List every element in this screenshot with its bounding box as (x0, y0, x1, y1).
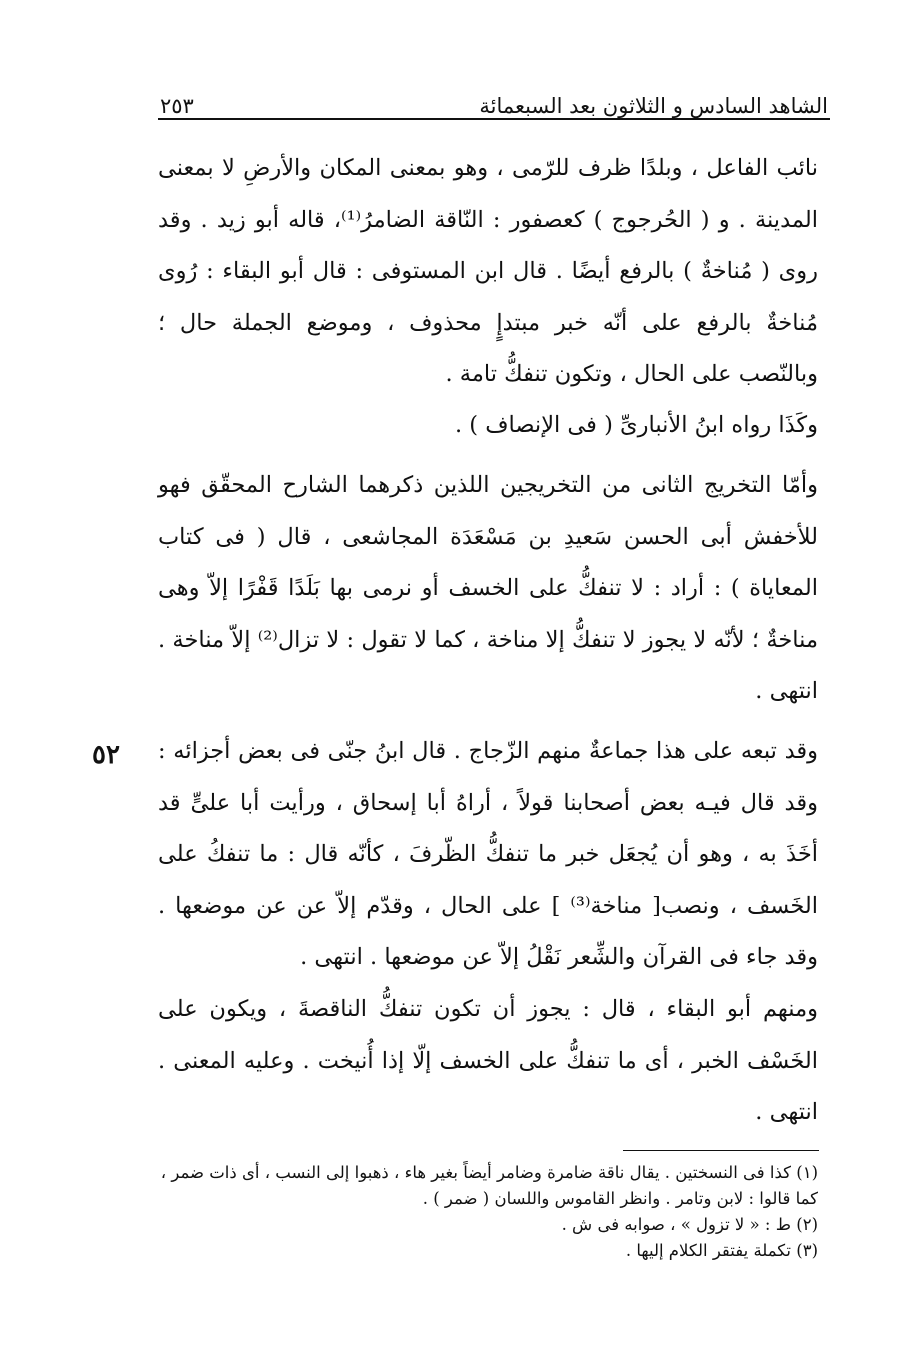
footnote-1: (١) كذا فى النسختين . يقال ناقة ضامرة وضامر أيضاً بغير هاء ، ذهبوا إلى النسب ، أى ذات ضمر ، كما قالوا : لابن وتامر . وانظر القاموس واللسان ( ضمر ) . (160, 1163, 818, 1208)
paragraph-2: وكَذَا رواه ابنُ الأنبارىِّ ( فى الإنصاف ) . (455, 412, 818, 438)
margin-number: ٥٢ (92, 740, 120, 770)
header-rule (158, 118, 830, 120)
footnote-2: (٢) ط : « لا تزول » ، صوابه فى ش . (561, 1215, 818, 1234)
footnotes (158, 1160, 818, 1264)
paragraph-3: وأمّا التخريج الثانى من التخريجين اللذين ذكرهما الشارح المحقّق فهو للأخفش أبى الحسن سَعيدِ بن مَسْعَدَة المجاشعى ، قال ( فى كتاب المعاياة ) : أراد : لا تنفكُّ على الخسف أو نرمى بها بَلَدًا قَفْرًا إلاّ وهى مناخةٌ ؛ لأنّه لا يجوز لا تنفكُّ إلا مناخة ، كما لا تقول : لا تزال⁽²⁾ إلاّ مناخة . انتهى . (158, 472, 818, 704)
paragraph-1: نائب الفاعل ، وبلدًا ظرف للرّمى ، وهو بمعنى المكان والأرضِ لا بمعنى المدينة . و ( الحُرجوج ) كعصفور : النّاقة الضامرُ⁽¹⁾، قاله أبو زيد . وقد روى ( مُناخةٌ ) بالرفع أيضًا . قال ابن المستوفى : قال أبو البقاء : رُوى مُناخةٌ بالرفع على أنّه خبر مبتدإٍ محذوف ، وموضع الجملة حال ؛ وبالنّصب على الحال ، وتكون تنفكُّ تامة . (158, 155, 818, 387)
running-header (160, 84, 828, 118)
paragraph-5: ومنهم أبو البقاء ، قال : يجوز أن تكون تنفكُّ الناقصةَ ، ويكون على الخَسْف الخبر ، أى ما تنفكُّ على الخسف إلّا إذا أُنيخت . وعليه المعنى . انتهى . (158, 996, 818, 1125)
paragraph-4: وقد تبعه على هذا جماعةٌ منهم الزّجاج . قال ابنُ جنّى فى بعض أجزائه : وقد قال فيـه بعض أصحابنا قولاً ، أراهُ أبا إسحاق ، ورأيت أبا علىٍّ قد أخَذَ به ، وهو أن يُجعَل خبر ما تنفكُّ الظّرفَ ، كأنّه قال : ما تنفكُ على الخَسف ، ونصب[ مناخة⁽³⁾ ] على الحال ، وقدّم إلاّ عن عن موضعها . وقد جاء فى القرآن والشِّعر نَقْلُ إلاّ عن موضعها . انتهى . (158, 738, 818, 970)
footnote-rule (623, 1150, 819, 1151)
footnote-3: (٣) تكملة يفتقر الكلام إليها . (625, 1241, 818, 1260)
header-title: الشاهد السادس و الثلاثون بعد السبعمائة (479, 94, 828, 118)
page-number: ٢٥٣ (160, 94, 194, 118)
